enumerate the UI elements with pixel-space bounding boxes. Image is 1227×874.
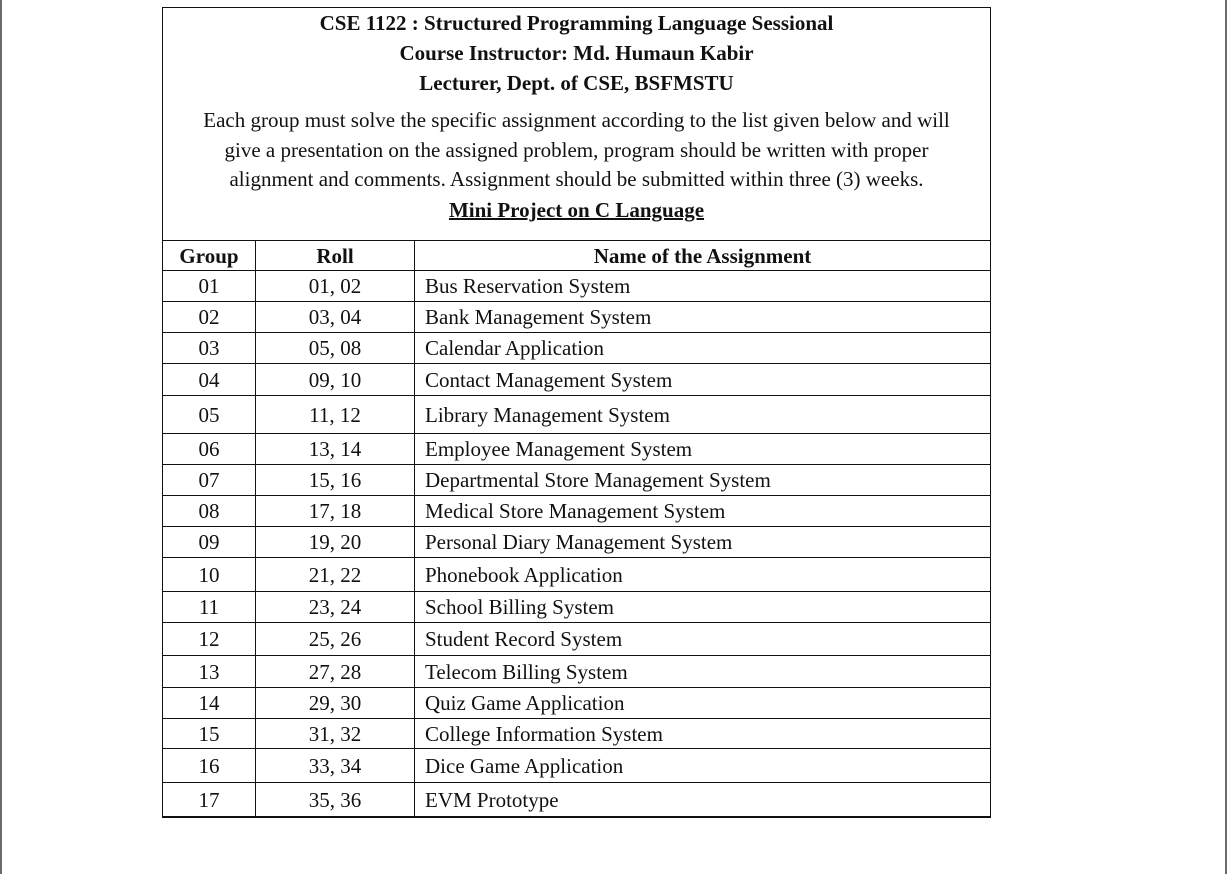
group-cell: 13	[163, 656, 256, 688]
assignment-name-cell: EVM Prototype	[415, 783, 991, 818]
assignment-name-cell: Quiz Game Application	[415, 688, 991, 719]
assignment-table	[162, 240, 991, 818]
assignment-name-cell: Departmental Store Management System	[415, 465, 991, 496]
table-row	[163, 719, 991, 749]
roll-cell: 33, 34	[256, 749, 415, 783]
assignment-name-cell: Dice Game Application	[415, 749, 991, 783]
table-row	[163, 592, 991, 623]
table-row	[163, 434, 991, 465]
course-instructor: Course Instructor: Md. Humaun Kabir	[399, 41, 754, 65]
group-cell: 12	[163, 623, 256, 656]
group-cell: 01	[163, 271, 256, 302]
group-cell: 09	[163, 527, 256, 558]
table-row	[163, 364, 991, 396]
group-cell: 07	[163, 465, 256, 496]
assignment-name-cell: Phonebook Application	[415, 558, 991, 592]
table-row	[163, 749, 991, 783]
group-cell: 14	[163, 688, 256, 719]
group-cell: 17	[163, 783, 256, 818]
roll-cell: 17, 18	[256, 496, 415, 527]
roll-cell: 21, 22	[256, 558, 415, 592]
table-header-row	[163, 241, 991, 271]
group-cell: 08	[163, 496, 256, 527]
table-row	[163, 623, 991, 656]
group-cell: 03	[163, 333, 256, 364]
instructor-position: Lecturer, Dept. of CSE, BSFMSTU	[419, 71, 734, 95]
table-row	[163, 333, 991, 364]
group-cell: 15	[163, 719, 256, 749]
roll-cell: 35, 36	[256, 783, 415, 818]
assignment-name-cell: School Billing System	[415, 592, 991, 623]
roll-cell: 25, 26	[256, 623, 415, 656]
roll-cell: 13, 14	[256, 434, 415, 465]
assignment-name-cell: Telecom Billing System	[415, 656, 991, 688]
group-cell: 16	[163, 749, 256, 783]
course-title: CSE 1122 : Structured Programming Language Sessional	[319, 11, 834, 35]
group-cell: 02	[163, 302, 256, 333]
roll-cell: 11, 12	[256, 396, 415, 434]
group-cell: 06	[163, 434, 256, 465]
roll-cell: 29, 30	[256, 688, 415, 719]
document-header	[163, 8, 990, 225]
group-cell: 04	[163, 364, 256, 396]
roll-cell: 15, 16	[256, 465, 415, 496]
assignment-name-cell: Contact Management System	[415, 364, 991, 396]
table-row	[163, 302, 991, 333]
assignment-name-cell: Bus Reservation System	[415, 271, 991, 302]
assignment-name-cell: Student Record System	[415, 623, 991, 656]
roll-cell: 27, 28	[256, 656, 415, 688]
table-row	[163, 656, 991, 688]
roll-cell: 05, 08	[256, 333, 415, 364]
assignment-name-cell: Library Management System	[415, 396, 991, 434]
table-row	[163, 558, 991, 592]
header-assignment-name: Name of the Assignment	[415, 241, 991, 271]
group-cell: 11	[163, 592, 256, 623]
group-cell: 10	[163, 558, 256, 592]
document-frame	[162, 7, 991, 817]
assignment-name-cell: Employee Management System	[415, 434, 991, 465]
roll-cell: 19, 20	[256, 527, 415, 558]
roll-cell: 31, 32	[256, 719, 415, 749]
assignment-name-cell: College Information System	[415, 719, 991, 749]
group-cell: 05	[163, 396, 256, 434]
table-row	[163, 496, 991, 527]
roll-cell: 23, 24	[256, 592, 415, 623]
page-edge-left	[0, 0, 2, 874]
instructions-line: give a presentation on the assigned problem, program should be written with proper	[224, 137, 929, 162]
table-row	[163, 465, 991, 496]
assignment-name-cell: Personal Diary Management System	[415, 527, 991, 558]
instructions-paragraph	[163, 106, 990, 195]
subtitle: Mini Project on C Language	[448, 197, 705, 222]
assignment-name-cell: Bank Management System	[415, 302, 991, 333]
roll-cell: 01, 02	[256, 271, 415, 302]
instructions-line: Each group must solve the specific assignment according to the list given below and will	[203, 108, 950, 132]
table-row	[163, 396, 991, 434]
header-roll: Roll	[256, 241, 415, 271]
table-row	[163, 271, 991, 302]
table-row	[163, 783, 991, 818]
header-group: Group	[163, 241, 256, 271]
assignment-name-cell: Calendar Application	[415, 333, 991, 364]
instructions-line: alignment and comments. Assignment should be submitted within three (3) weeks.	[229, 167, 924, 191]
roll-cell: 03, 04	[256, 302, 415, 333]
assignment-name-cell: Medical Store Management System	[415, 496, 991, 527]
table-row	[163, 527, 991, 558]
roll-cell: 09, 10	[256, 364, 415, 396]
table-row	[163, 688, 991, 719]
